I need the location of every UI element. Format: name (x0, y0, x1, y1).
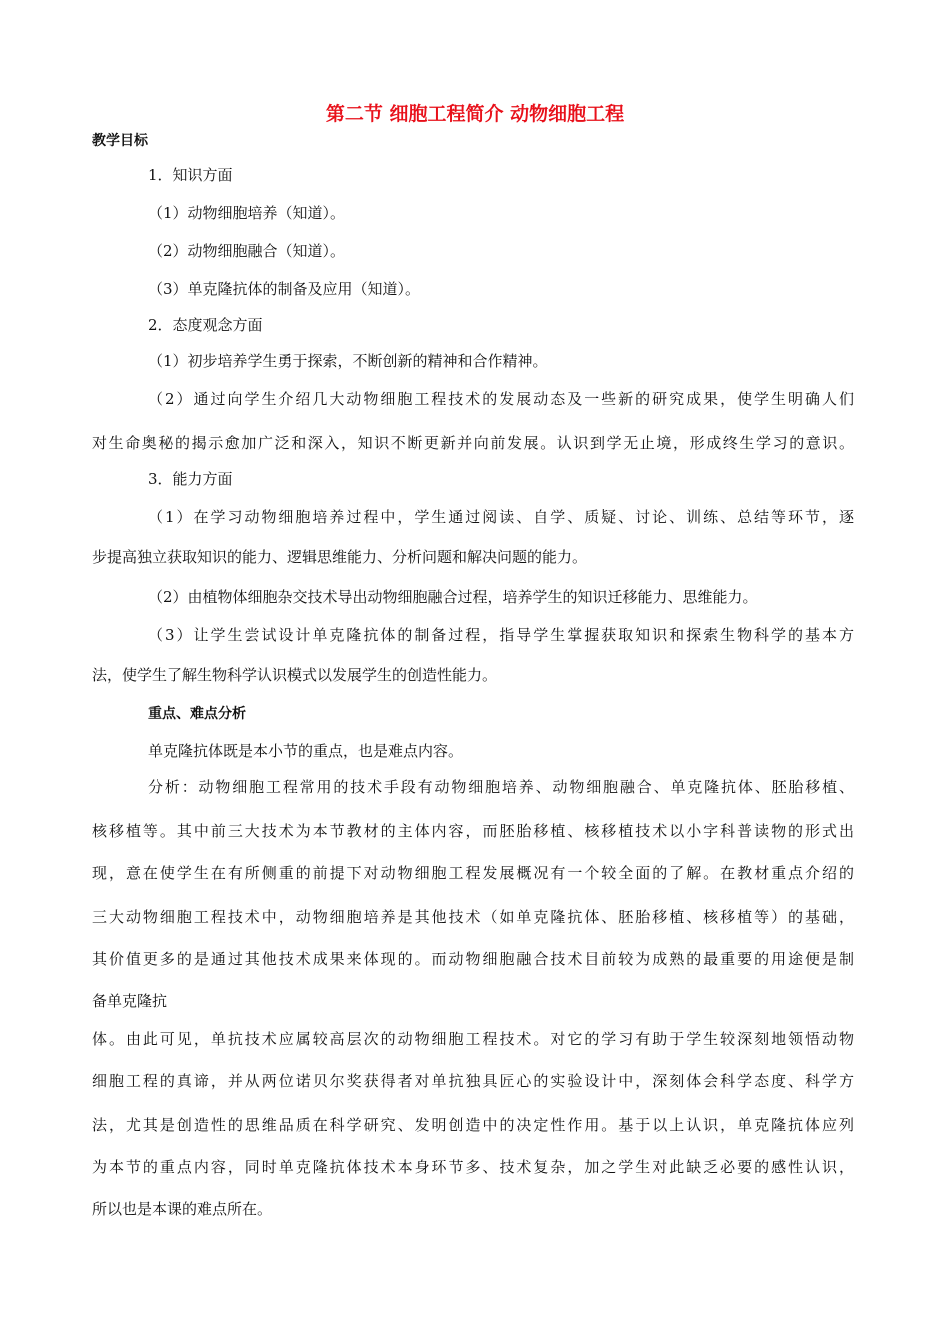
paragraph-line: 体。由此可见，单抗技术应属较高层次的动物细胞工程技术。对它的学习有助于学生较深刻地领悟动物 (92, 1030, 854, 1048)
list-item: （3）单克隆抗体的制备及应用（知道）。 (148, 280, 421, 298)
paragraph-line: 为本节的重点内容，同时单克隆抗体技术本身环节多、技术复杂，加之学生对此缺乏必要的感性认识， (92, 1158, 854, 1176)
paragraph-line: （3）让学生尝试设计单克隆抗体的制备过程，指导学生掌握获取知识和探索生物科学的基本方 (148, 626, 854, 644)
section-heading-knowledge: 1．知识方面 (148, 166, 233, 184)
paragraph-line: 现，意在使学生在有所侧重的前提下对动物细胞工程发展概况有一个较全面的了解。在教材重点介绍的 (92, 864, 854, 882)
heading-teaching-goals: 教学目标 (92, 133, 148, 149)
paragraph-line: 分析：动物细胞工程常用的技术手段有动物细胞培养、动物细胞融合、单克隆抗体、胚胎移植、 (148, 778, 854, 796)
paragraph-line: 法，尤其是创造性的思维品质在科学研究、发明创造中的决定性作用。基于以上认识，单克隆抗体应列 (92, 1116, 854, 1134)
paragraph-line: 其价值更多的是通过其他技术成果来体现的。而动物细胞融合技术目前较为成熟的最重要的用途便是制 (92, 950, 854, 968)
paragraph-line: 单克隆抗体既是本小节的重点，也是难点内容。 (148, 742, 464, 760)
paragraph-line: 核移植等。其中前三大技术为本节教材的主体内容，而胚胎移植、核移植技术以小字科普读物的形式出 (92, 822, 854, 840)
paragraph-line: 细胞工程的真谛，并从两位诺贝尔奖获得者对单抗独具匠心的实验设计中，深刻体会科学态度、科学方 (92, 1072, 854, 1090)
paragraph-line: 三大动物细胞工程技术中，动物细胞培养是其他技术（如单克隆抗体、胚胎移植、核移植等）的基础， (92, 908, 854, 926)
paragraph-line: （1）在学习动物细胞培养过程中，学生通过阅读、自学、质疑、讨论、训练、总结等环节，逐 (148, 508, 854, 526)
list-item: （1）动物细胞培养（知道）。 (148, 204, 346, 222)
paragraph-line: 对生命奥秘的揭示愈加广泛和深入，知识不断更新并向前发展。认识到学无止境，形成终生学习的意识。 (92, 434, 854, 452)
list-item: （1）初步培养学生勇于探索，不断创新的精神和合作精神。 (148, 352, 548, 370)
heading-key-points: 重点、难点分析 (148, 706, 246, 722)
section-heading-attitude: 2．态度观念方面 (148, 316, 263, 334)
list-item: （2）由植物体细胞杂交技术导出动物细胞融合过程，培养学生的知识迁移能力、思维能力。 (148, 588, 758, 606)
paragraph-line: 所以也是本课的难点所在。 (92, 1200, 273, 1218)
section-heading-ability: 3．能力方面 (148, 470, 233, 488)
paragraph-line: 备单克隆抗 (92, 992, 168, 1010)
paragraph-line: 法，使学生了解生物科学认识模式以发展学生的创造性能力。 (92, 666, 498, 684)
paragraph-line: 步提高独立获取知识的能力、逻辑思维能力、分析问题和解决问题的能力。 (92, 548, 588, 566)
document-title: 第二节 细胞工程简介 动物细胞工程 (325, 103, 625, 125)
list-item: （2）动物细胞融合（知道）。 (148, 242, 346, 260)
paragraph-line: （2）通过向学生介绍几大动物细胞工程技术的发展动态及一些新的研究成果，使学生明确人们 (148, 390, 854, 408)
